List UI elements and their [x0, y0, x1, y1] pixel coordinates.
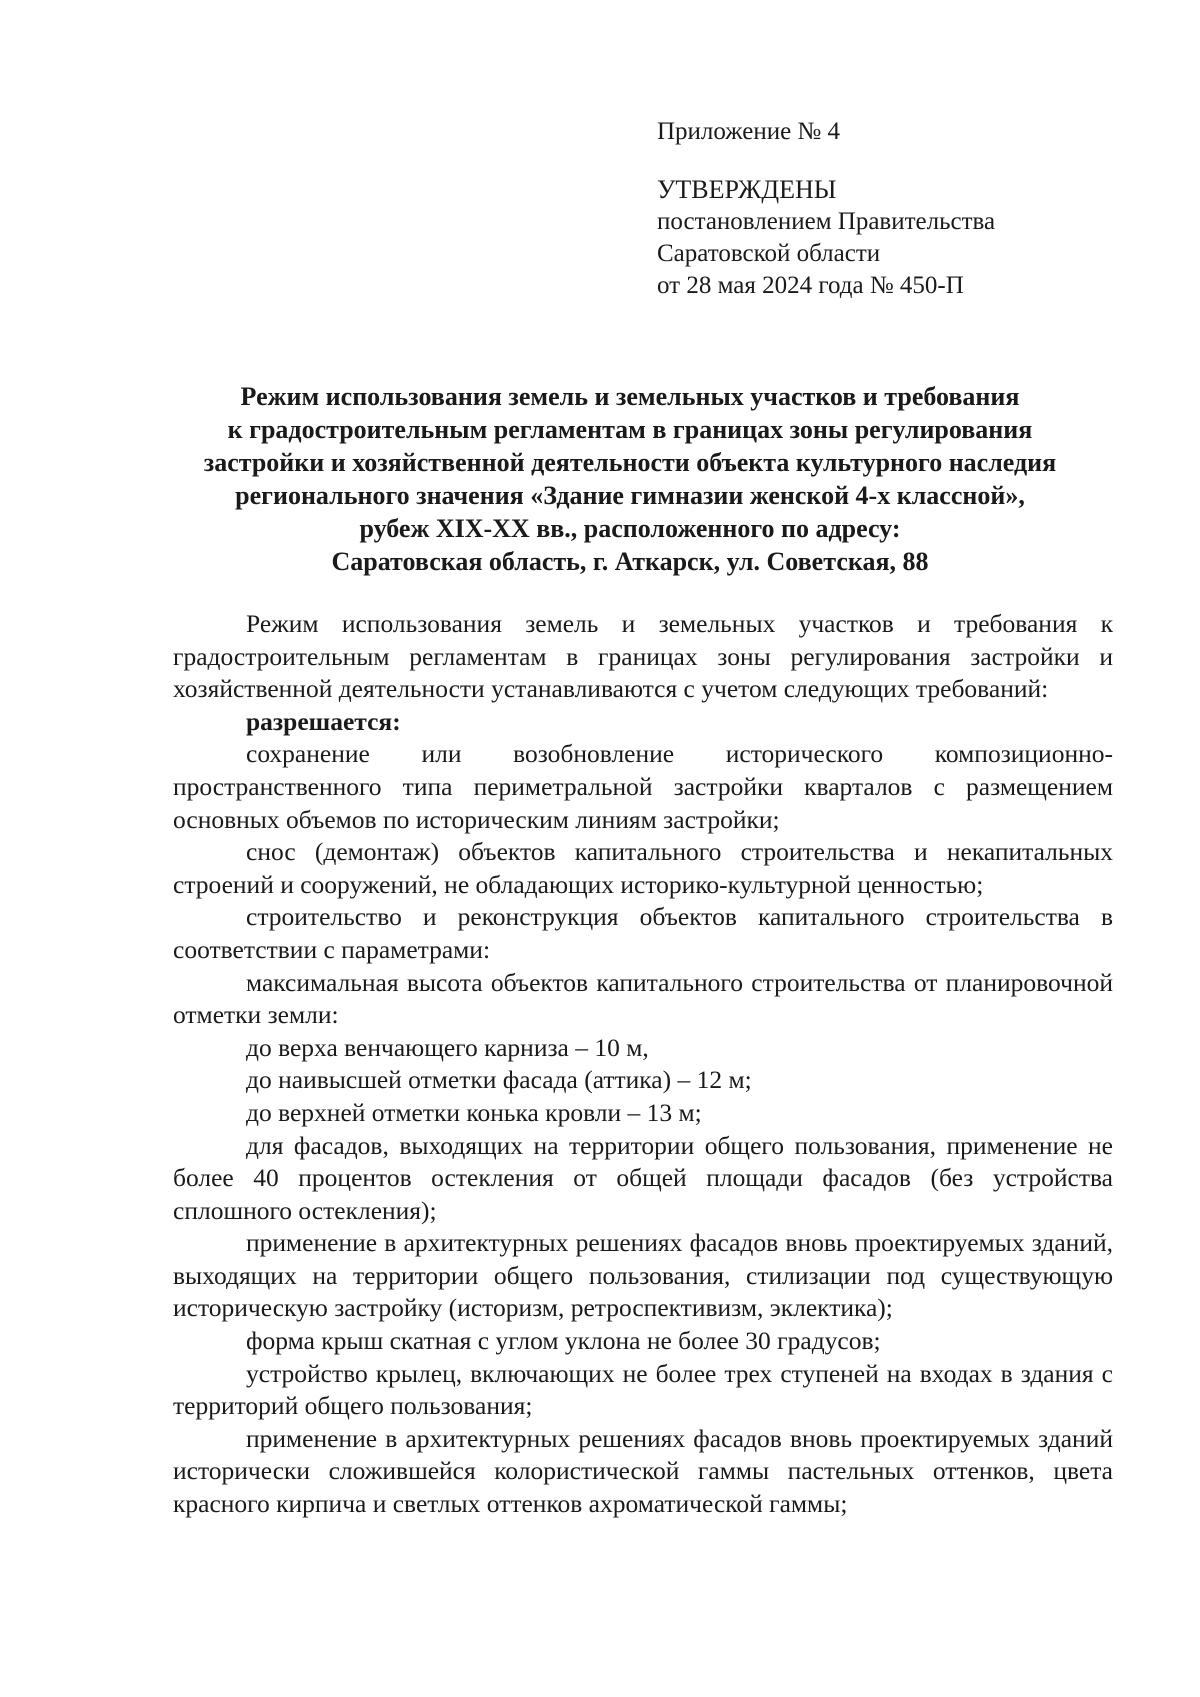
list-item: до верхней отметки конька кровли – 13 м;	[246, 1097, 702, 1127]
appendix-number: Приложение № 4	[657, 118, 841, 145]
list-item: форма крыш скатная с углом уклона не более 30 градусов;	[246, 1326, 881, 1356]
list-item: максимальная высота объектов капитального строительства от планировочной отметки земли:	[173, 967, 1113, 1030]
title-line-1: Режим использования земель и земельных участков и требования	[240, 382, 1020, 411]
document-body	[173, 608, 1113, 1521]
list-item: устройство крылец, включающих не более трех ступеней на входах в здания с территорий общего пользования;	[173, 1358, 1113, 1421]
approved-by-line-2: Саратовской области	[657, 240, 881, 267]
document-title	[160, 380, 1100, 578]
intro-paragraph: Режим использования земель и земельных участков и требования к градостроительным регламентам в границах зоны регулирования застройки и хозяйственной деятельности устанавливаются с учетом следующих требований:	[173, 609, 1113, 704]
approved-heading: УТВЕРЖДЕНЫ	[657, 175, 837, 204]
title-line-3: застройки и хозяйственной деятельности объекта культурного наследия	[203, 448, 1057, 477]
allowed-heading: разрешается:	[246, 706, 401, 736]
approval-stamp-block	[657, 116, 1077, 302]
list-item: строительство и реконструкция объектов капитального строительства в соответствии с параметрами:	[173, 902, 1113, 964]
list-item: до верха венчающего карниза – 10 м,	[246, 1032, 649, 1062]
title-line-5: рубеж XIX-XX вв., расположенного по адресу:	[359, 514, 901, 543]
list-item: применение в архитектурных решениях фасадов вновь проектируемых зданий, выходящих на территории общего пользования, стилизации под существующую историческую застройку (историзм, ретроспективизм, эклектика);	[173, 1228, 1113, 1323]
title-line-6: Саратовская область, г. Аткарск, ул. Советская, 88	[331, 547, 929, 576]
list-item: применение в архитектурных решениях фасадов вновь проектируемых зданий исторически сложившейся колористической гаммы пастельных оттенков, цвета красного кирпича и светлых оттенков ахроматической гаммы;	[173, 1423, 1113, 1519]
approved-by-line-1: постановлением Правительства	[657, 208, 996, 235]
list-item: для фасадов, выходящих на территории общего пользования, применение не более 40 процентов остекления от общей площади фасадов (без устройства сплошного остекления);	[173, 1130, 1113, 1225]
list-item: сохранение или возобновление исторического композиционно-пространственного типа периметральной застройки кварталов с размещением основных объемов по историческим линиям застройки;	[173, 739, 1113, 834]
title-line-4: регионального значения «Здание гимназии женской 4-х классной»,	[235, 481, 1025, 510]
list-item: до наивысшей отметки фасада (аттика) – 12 м;	[246, 1065, 752, 1095]
list-item: снос (демонтаж) объектов капитального строительства и некапитальных строений и сооружений, не обладающих историко-культурной ценностью;	[173, 837, 1113, 899]
title-line-2: к градостроительным регламентам в границах зоны регулирования	[227, 415, 1033, 444]
approval-date-line: от 28 мая 2024 года № 450-П	[657, 272, 964, 299]
